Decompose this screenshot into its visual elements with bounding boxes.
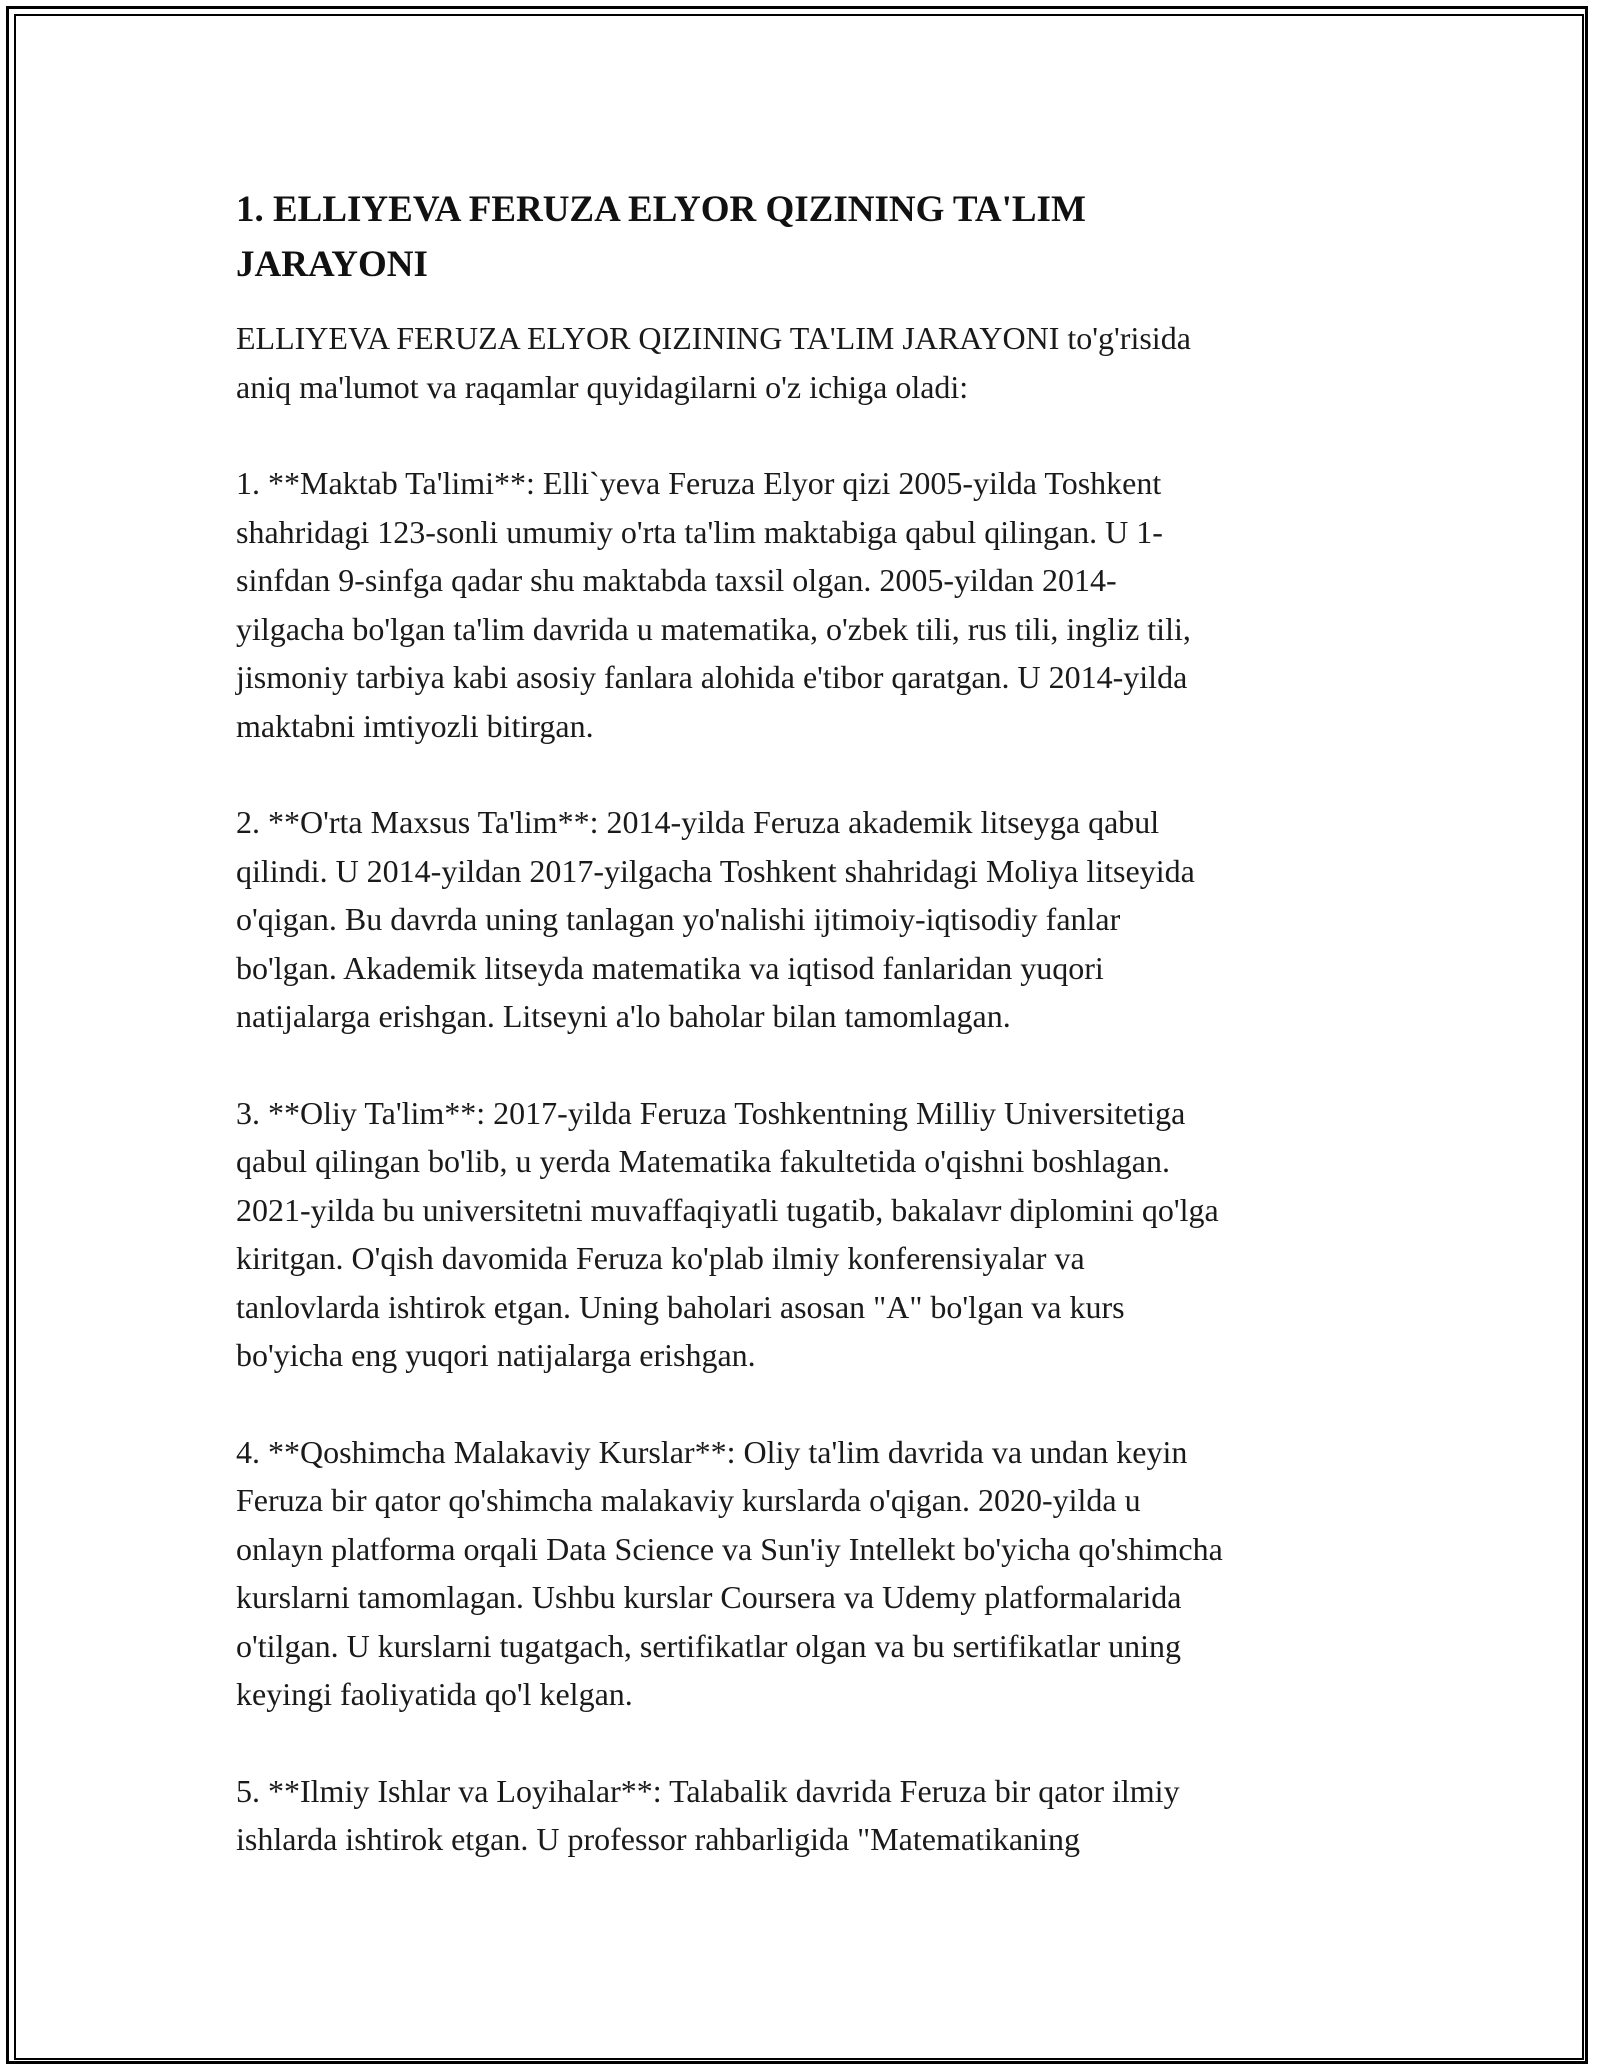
paragraph-line: Feruza bir qator qo'shimcha malakaviy kurslarda o'qigan. 2020-yilda u [236,1482,1141,1518]
paragraph-line: qabul qilingan bo'lib, u yerda Matematika fakultetida o'qishni boshlagan. [236,1143,1170,1179]
heading-line: JARAYONI [236,244,428,285]
paragraph-line: 1. **Maktab Ta'limi**: Elli`yeva Feruza Elyor qizi 2005-yilda Toshkent [236,465,1162,501]
research-projects-paragraph [236,1767,1386,1864]
paragraph-line: bo'yicha eng yuqori natijalarga erishgan. [236,1337,756,1373]
paragraph-line: bo'lgan. Akademik litseyda matematika va iqtisod fanlaridan yuqori [236,949,1104,986]
paragraph-line: kurslarni tamomlagan. Ushbu kurslar Coursera va Udemy platformalarida [236,1579,1182,1615]
additional-courses-paragraph [236,1428,1386,1719]
paragraph-line: maktabni imtiyozli bitirgan. [236,707,594,744]
paragraph-line: 2. **O'rta Maxsus Ta'lim**: 2014-yilda Feruza akademik litseyga qabul [236,804,1160,840]
document-heading [236,182,1386,292]
paragraph-line: aniq ma'lumot va raqamlar quyidagilarni o'z ichiga oladi: [236,368,969,405]
secondary-special-education-paragraph [236,798,1386,1041]
heading-line: 1. ELLIYEVA FERUZA ELYOR QIZINING TA'LIM [236,189,1086,230]
paragraph-line: natijalarga erishgan. Litseyni a'lo baholar bilan tamomlagan. [236,998,1011,1034]
paragraph-line: 5. **Ilmiy Ishlar va Loyihalar**: Talabalik davrida Feruza bir qator ilmiy [236,1772,1180,1809]
school-education-paragraph [236,459,1386,750]
paragraph-line: qilindi. U 2014-yildan 2017-yilgacha Toshkent shahridagi Moliya litseyida [236,852,1195,889]
paragraph-line: ishlarda ishtirok etgan. U professor rahbarligida "Matematikaning [236,1821,1080,1857]
higher-education-paragraph [236,1089,1386,1380]
paragraph-line: keyingi faoliyatida qo'l kelgan. [236,1676,633,1712]
paragraph-line: tanlovlarda ishtirok etgan. Uning baholari asosan "A" bo'lgan va kurs [236,1288,1125,1325]
paragraph-line: onlayn platforma orqali Data Science va Sun'iy Intellekt bo'yicha qo'shimcha [236,1530,1223,1567]
intro-paragraph [236,314,1386,411]
paragraph-line: 4. **Qoshimcha Malakaviy Kurslar**: Oliy ta'lim davrida va undan keyin [236,1433,1188,1470]
paragraph-line: yilgacha bo'lgan ta'lim davrida u matematika, o'zbek tili, rus tili, ingliz tili, [236,610,1191,647]
paragraph-line: jismoniy tarbiya kabi asosiy fanlara alohida e'tibor qaratgan. U 2014-yilda [236,659,1188,695]
paragraph-line: 2021-yilda bu universitetni muvaffaqiyatli tugatib, bakalavr diplomini qo'lga [236,1191,1219,1228]
paragraph-line: o'tilgan. U kurslarni tugatgach, sertifikatlar olgan va bu sertifikatlar uning [236,1627,1182,1664]
paragraph-line: ELLIYEVA FERUZA ELYOR QIZINING TA'LIM JARAYONI to'g'risida [236,320,1191,356]
document-body [236,182,1386,1912]
paragraph-line: 3. **Oliy Ta'lim**: 2017-yilda Feruza Toshkentning Milliy Universitetiga [236,1094,1186,1131]
paragraph-line: o'qigan. Bu davrda uning tanlagan yo'nalishi ijtimoiy-iqtisodiy fanlar [236,901,1121,937]
paragraph-line: kiritgan. O'qish davomida Feruza ko'plab ilmiy konferensiyalar va [236,1240,1085,1276]
paragraph-line: shahridagi 123-sonli umumiy o'rta ta'lim maktabiga qabul qilingan. U 1- [236,513,1163,550]
paragraph-line: sinfdan 9-sinfga qadar shu maktabda taxsil olgan. 2005-yildan 2014- [236,562,1117,598]
